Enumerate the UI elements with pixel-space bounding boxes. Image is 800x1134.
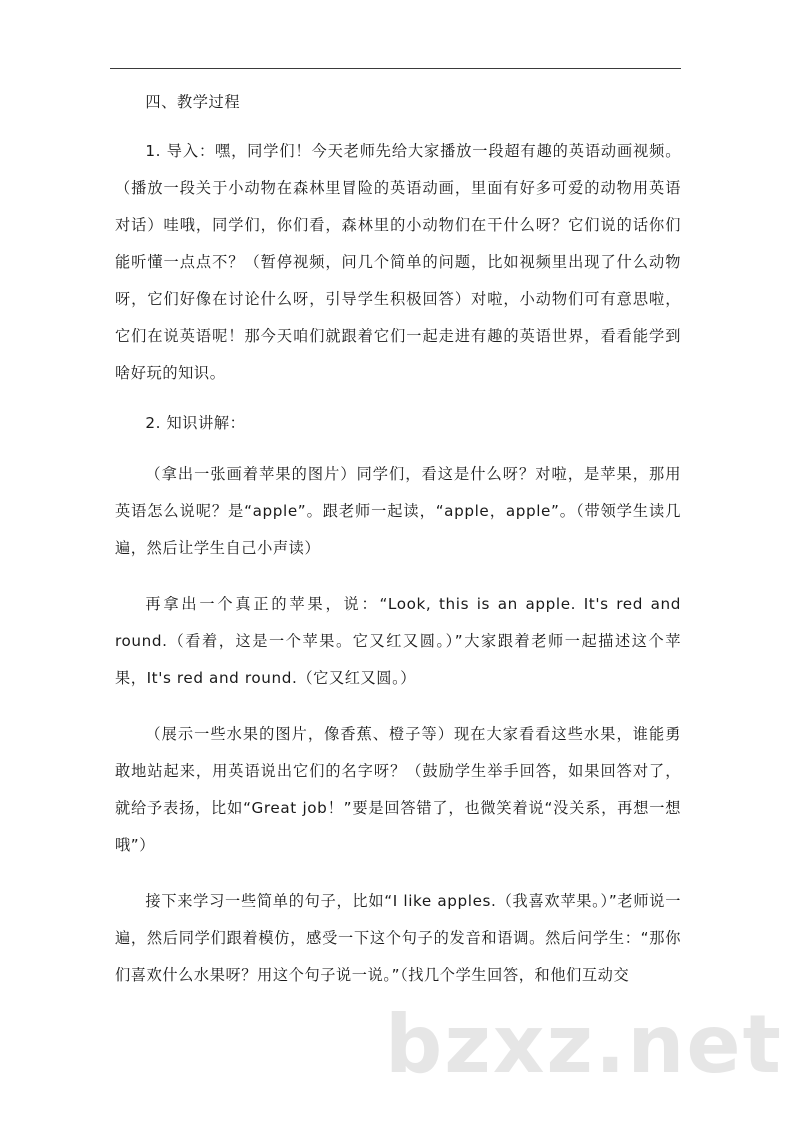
watermark-logo: bzxz.net	[385, 998, 783, 1091]
intro-paragraph: 1. 导入：嘿，同学们！今天老师先给大家播放一段超有趣的英语动画视频。（播放一段关于小动物在森林里冒险的英语动画，里面有好多可爱的动物用英语对话）哇哦，同学们，你们看，森林里的小动物们在干什么呀？它们说的话你们能听懂一点点不？（暂停视频，问几个简单的问题，比如视频里出现了什么动物呀，它们好像在讨论什么呀，引导学生积极回答）对啦，小动物们可有意思啦，它们在说英语呢！那今天咱们就跟着它们一起走进有趣的英语世界，看看能学到啥好玩的知识。	[115, 142, 681, 382]
subsection-heading: 2. 知识讲解：	[145, 414, 246, 432]
header-rule	[110, 68, 681, 69]
document-body	[115, 88, 681, 994]
body-paragraph: 接下来学习一些简单的句子，比如“I like apples.（我喜欢苹果。）”老师说一遍，然后同学们跟着模仿，感受一下这个句子的发音和语调。然后问学生：“那你们喜欢什么水果呀？用这个句子说一说。”（找几个学生回答，和他们互动交	[115, 892, 681, 984]
body-paragraph: （拿出一张画着苹果的图片）同学们，看这是什么呀？对啦，是苹果，那用英语怎么说呢？是“apple”。跟老师一起读，“apple，apple”。（带领学生读几遍，然后让学生自己小声读）	[115, 465, 681, 557]
section-title: 四、教学过程	[145, 93, 241, 111]
body-paragraph: 再拿出一个真正的苹果，说：“Look, this is an apple. It's red and round.（看着，这是一个苹果。它又红又圆。）”大家跟着老师一起描述这个苹果，It's red and round.（它又红又圆。）	[115, 595, 681, 687]
body-paragraph: （展示一些水果的图片，像香蕉、橙子等）现在大家看看这些水果，谁能勇敢地站起来，用英语说出它们的名字呀？（鼓励学生举手回答，如果回答对了，就给予表扬，比如“Great job！”要是回答错了，也微笑着说“没关系，再想一想哦”）	[115, 725, 681, 854]
